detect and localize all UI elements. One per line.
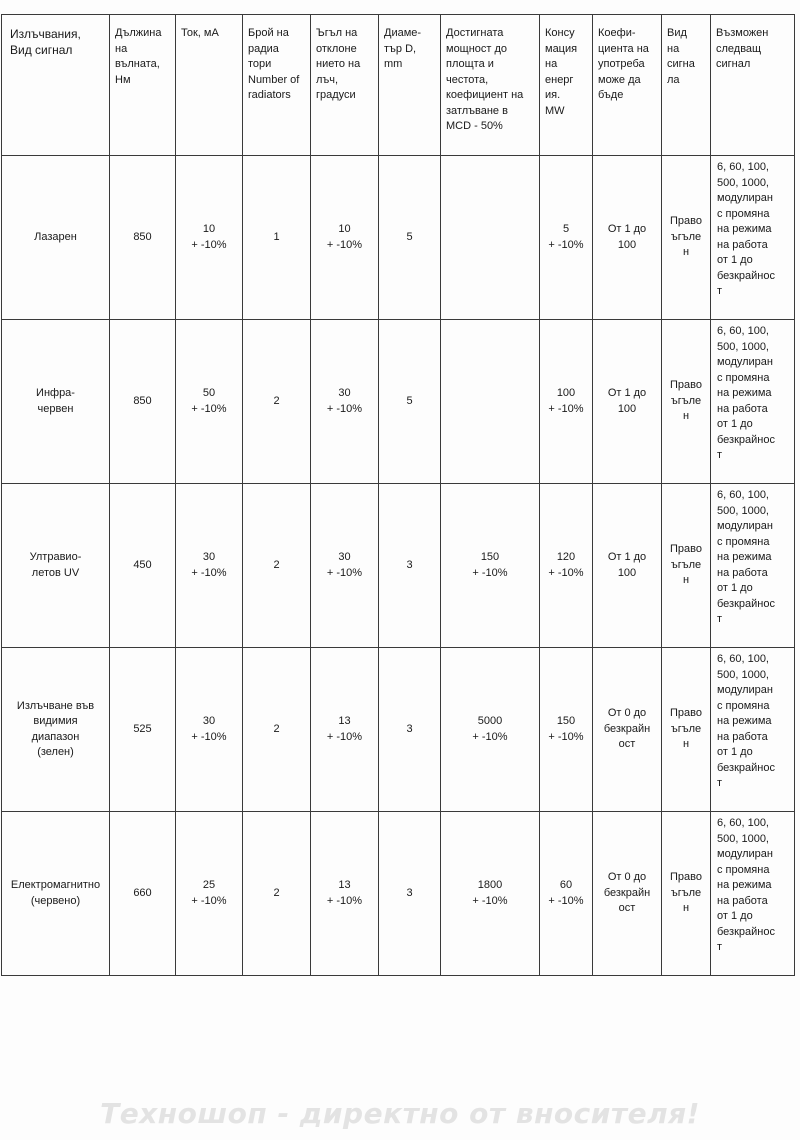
cell-current: 10 + -10% (176, 156, 243, 320)
cell-radiators: 2 (243, 484, 311, 648)
cell-current: 30 + -10% (176, 484, 243, 648)
header-row (2, 15, 795, 156)
cell-coefficient: От 1 до 100 (593, 484, 662, 648)
cell-diameter: 5 (379, 156, 441, 320)
table-row (2, 484, 795, 648)
header-wavelength: Дължина на вълната, Нм (110, 15, 176, 156)
cell-beam-angle: 30 + -10% (311, 320, 379, 484)
table-row (2, 812, 795, 976)
cell-emission-type: Лазарен (2, 156, 110, 320)
table-header (2, 15, 795, 156)
header-signal-kind: Вид на сигна ла (662, 15, 711, 156)
cell-wavelength: 850 (110, 156, 176, 320)
cell-wavelength: 525 (110, 648, 176, 812)
cell-consumption: 120 + -10% (540, 484, 593, 648)
cell-power: 1800 + -10% (441, 812, 540, 976)
cell-current: 50 + -10% (176, 320, 243, 484)
cell-next-signal: 6, 60, 100, 500, 1000, модулиран с промяна на режима на работа от 1 до безкрайнос т (711, 648, 795, 812)
cell-diameter: 5 (379, 320, 441, 484)
cell-consumption: 5 + -10% (540, 156, 593, 320)
table-row (2, 648, 795, 812)
cell-diameter: 3 (379, 648, 441, 812)
cell-radiators: 2 (243, 320, 311, 484)
header-emission-type: Излъчвания, Вид сигнал (2, 15, 110, 156)
header-radiators: Брой на радиа тори Number of radiators (243, 15, 311, 156)
header-next-signal: Възможен следващ сигнал (711, 15, 795, 156)
table-body (2, 156, 795, 976)
table-row (2, 320, 795, 484)
cell-wavelength: 450 (110, 484, 176, 648)
watermark-text: Техношоп - директно от вносителя! (100, 1097, 700, 1130)
cell-beam-angle: 30 + -10% (311, 484, 379, 648)
cell-consumption: 100 + -10% (540, 320, 593, 484)
cell-next-signal: 6, 60, 100, 500, 1000, модулиран с промяна на режима на работа от 1 до безкрайнос т (711, 156, 795, 320)
cell-next-signal: 6, 60, 100, 500, 1000, модулиран с промяна на режима на работа от 1 до безкрайнос т (711, 484, 795, 648)
cell-coefficient: От 1 до 100 (593, 320, 662, 484)
cell-consumption: 60 + -10% (540, 812, 593, 976)
header-current: Ток, мА (176, 15, 243, 156)
header-consumption: Консу мация на енерг ия. MW (540, 15, 593, 156)
cell-current: 30 + -10% (176, 648, 243, 812)
cell-power (441, 156, 540, 320)
cell-wavelength: 850 (110, 320, 176, 484)
cell-emission-type: Електромагнитно (червено) (2, 812, 110, 976)
cell-signal-kind: Право ъгъле н (662, 156, 711, 320)
cell-signal-kind: Право ъгъле н (662, 484, 711, 648)
cell-emission-type: Излъчване във видимия диапазон (зелен) (2, 648, 110, 812)
cell-power (441, 320, 540, 484)
cell-radiators: 2 (243, 648, 311, 812)
cell-emission-type: Ултравио- летов UV (2, 484, 110, 648)
cell-radiators: 2 (243, 812, 311, 976)
cell-emission-type: Инфра- червен (2, 320, 110, 484)
cell-signal-kind: Право ъгъле н (662, 812, 711, 976)
cell-power: 5000 + -10% (441, 648, 540, 812)
header-diameter: Диаме- тър D, mm (379, 15, 441, 156)
cell-coefficient: От 0 до безкрайн ост (593, 812, 662, 976)
cell-next-signal: 6, 60, 100, 500, 1000, модулиран с промяна на режима на работа от 1 до безкрайнос т (711, 320, 795, 484)
cell-signal-kind: Право ъгъле н (662, 320, 711, 484)
cell-beam-angle: 10 + -10% (311, 156, 379, 320)
cell-power: 150 + -10% (441, 484, 540, 648)
specifications-table (1, 14, 795, 976)
table-row (2, 156, 795, 320)
cell-diameter: 3 (379, 812, 441, 976)
cell-coefficient: От 1 до 100 (593, 156, 662, 320)
header-power: Достигната мощност до площта и честота, коефициент на затлъване в MCD - 50% (441, 15, 540, 156)
cell-beam-angle: 13 + -10% (311, 812, 379, 976)
cell-wavelength: 660 (110, 812, 176, 976)
cell-beam-angle: 13 + -10% (311, 648, 379, 812)
cell-signal-kind: Право ъгъле н (662, 648, 711, 812)
cell-next-signal: 6, 60, 100, 500, 1000, модулиран с промяна на режима на работа от 1 до безкрайнос т (711, 812, 795, 976)
cell-radiators: 1 (243, 156, 311, 320)
cell-current: 25 + -10% (176, 812, 243, 976)
header-coefficient: Коефи- циента на употреба може да бъде (593, 15, 662, 156)
header-beam-angle: Ъгъл на отклоне нието на лъч, градуси (311, 15, 379, 156)
cell-consumption: 150 + -10% (540, 648, 593, 812)
cell-coefficient: От 0 до безкрайн ост (593, 648, 662, 812)
cell-diameter: 3 (379, 484, 441, 648)
